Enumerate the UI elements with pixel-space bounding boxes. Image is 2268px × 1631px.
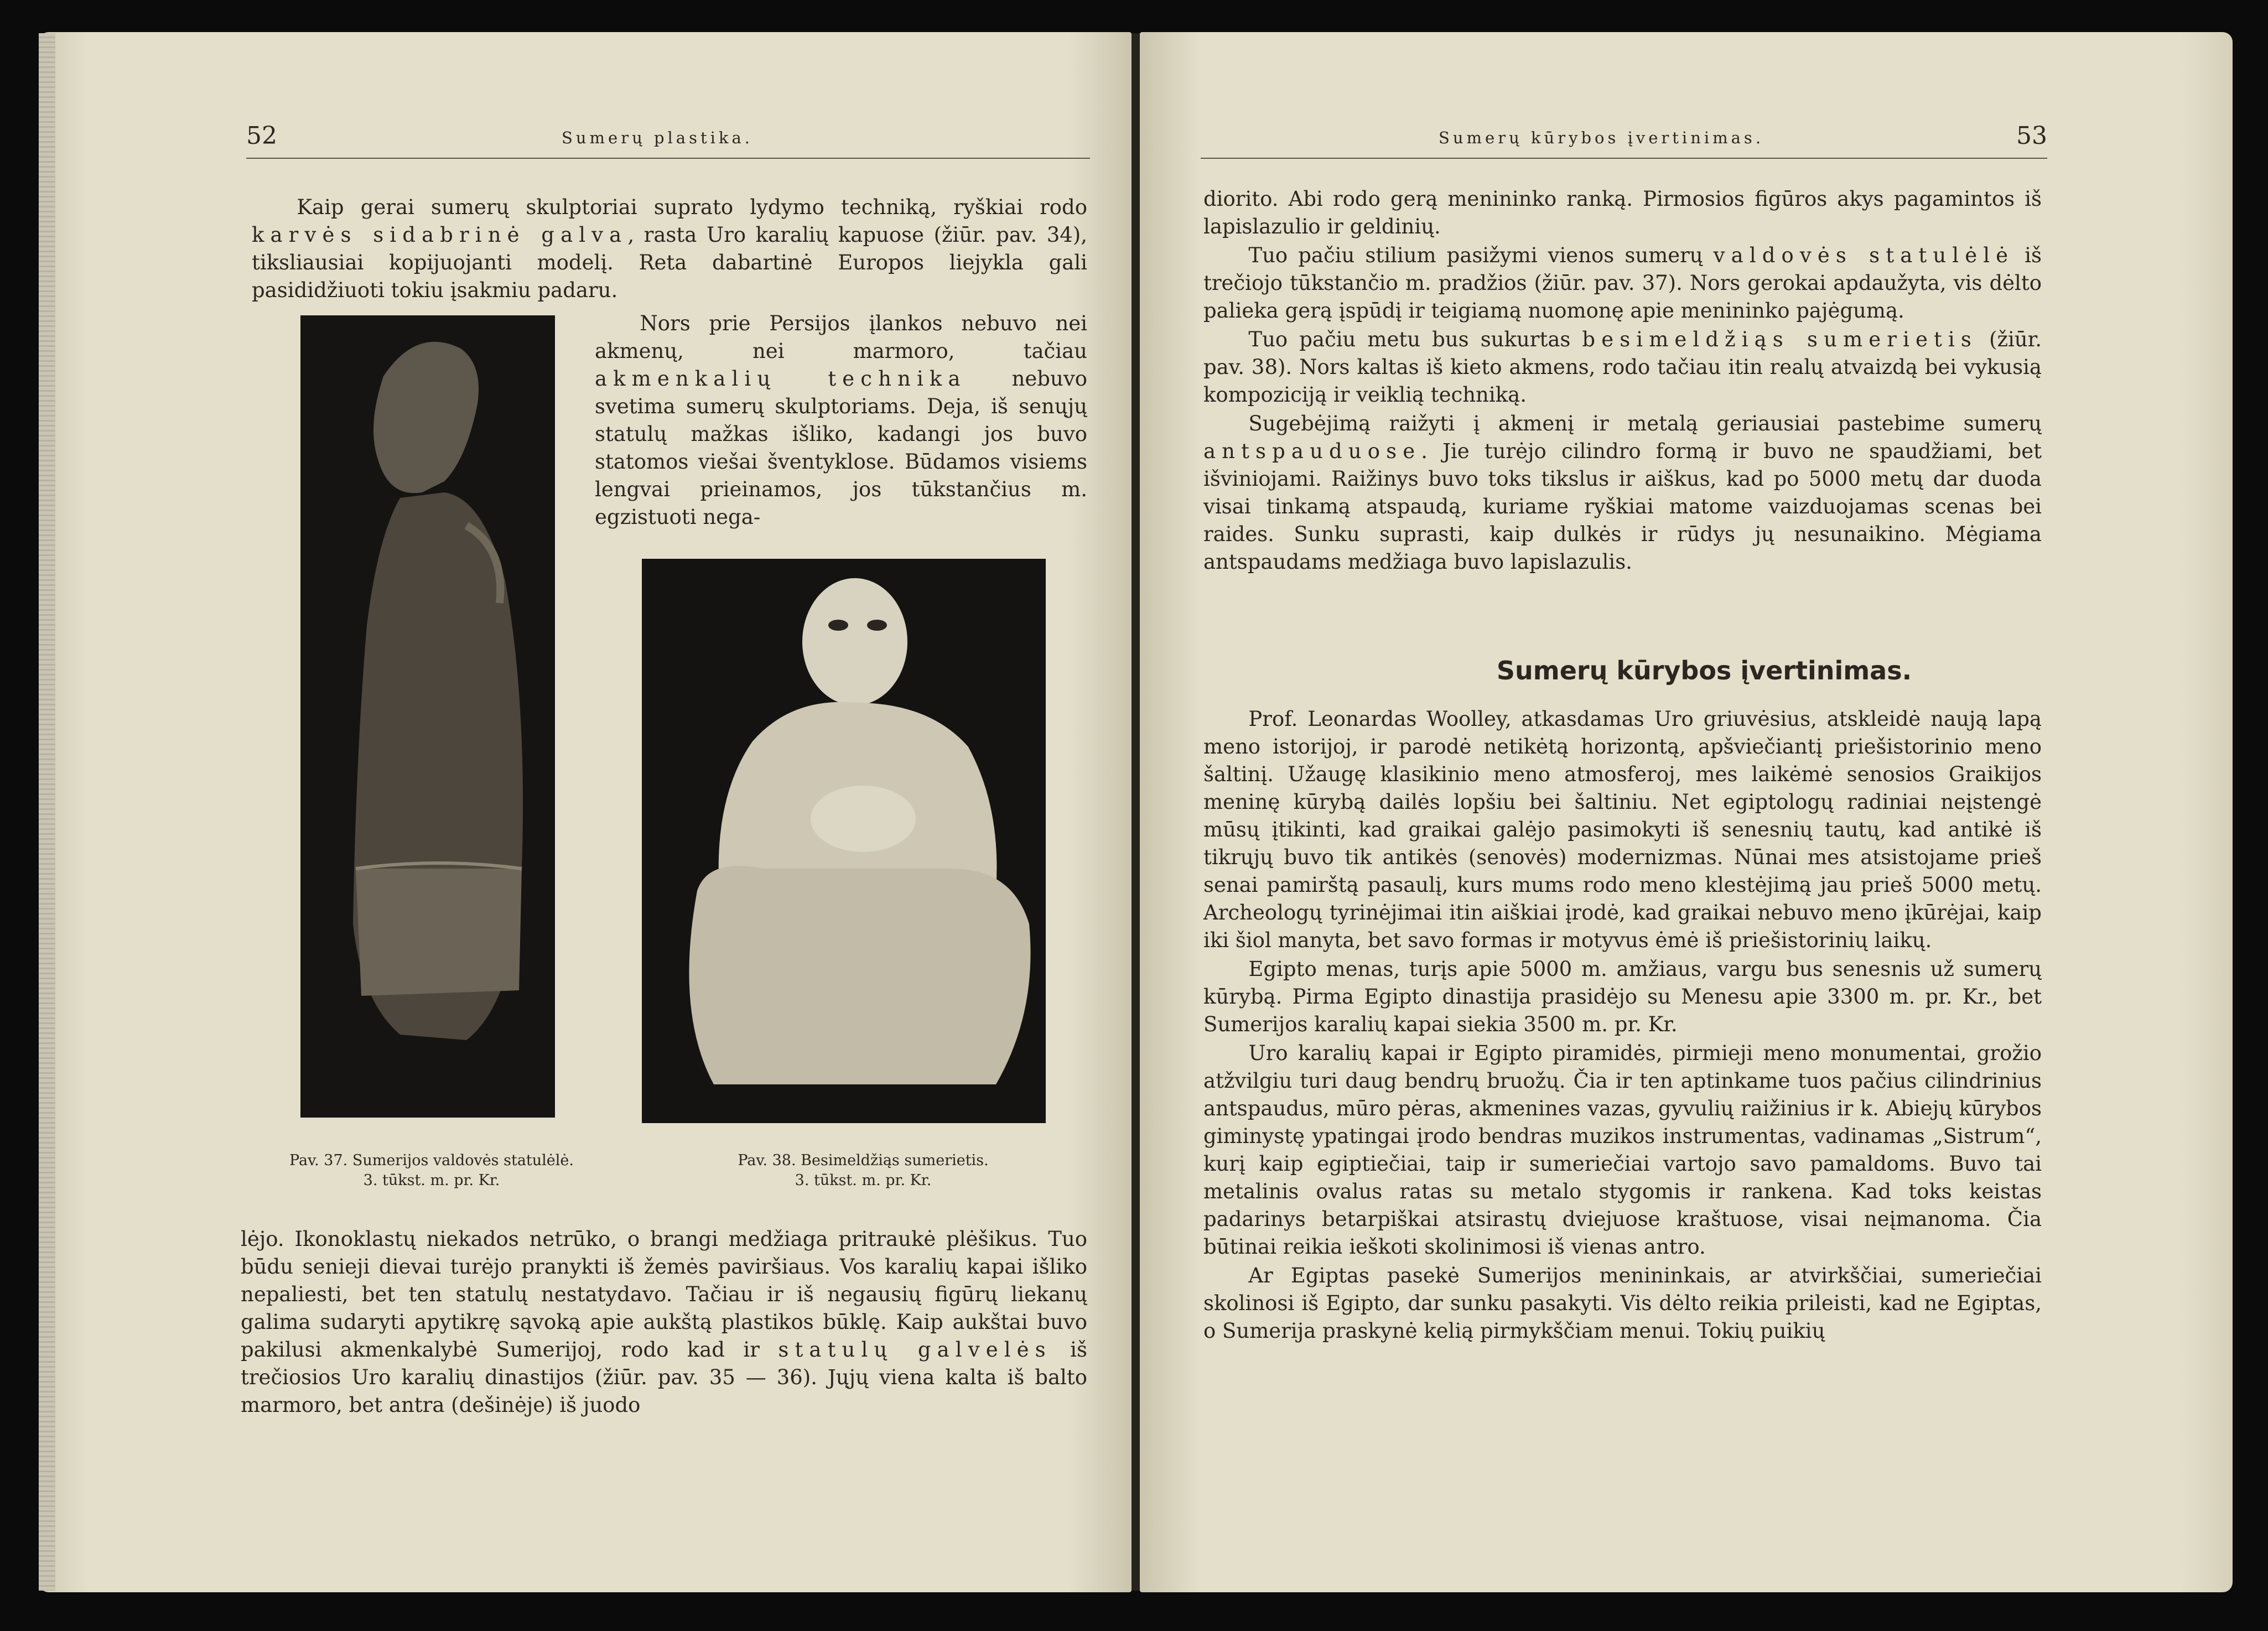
paragraph — [1203, 1040, 2042, 1261]
text-run: diorito. Abi rodo gerą menininko ranką. Pirmosios figūros akys pagamintos iš lapislazulio ir geldinių. — [1203, 187, 2042, 238]
text-run: . Jie turėjo cilindro formą ir buvo ne spaudžiami, bet išviniojami. Raižinys buvo toks tikslus ir aiškus, kad po 5000 metų dar duoda visai tinkamą atspaudą, kuriame ryškiai matome vaizduojamas scenas bei raides. Sunku suprasti, kaip dulkės ir rūdys jų nesunaikino. Mėgiama antspaudams medžiaga buvo lapislazulis. — [1203, 439, 2042, 574]
caption-line: 3. tūkst. m. pr. Kr. — [795, 1172, 932, 1189]
caption-line: Besimeldžiąs sumerietis. — [801, 1152, 989, 1169]
text-run: Kaip gerai sumerų skulptoriai suprato lydymo techniką, ryškiai rodo — [297, 195, 1087, 219]
text-run: Prof. Leonardas Woolley, atkasdamas Uro griuvėsius, atskleidė naują lapą meno istorijoj, ir parodė netikėtą horizontą, apšviečiantį priešistorinio meno šaltinį. Užaugę klasikinio meno atmosferoj, mes laikėmė senosios Graikijos meninę kūrybą dailės lopšiu bei šaltiniu. Net egiptologų radiniai neįstengė mūsų įtikinti, kad graikai galėjo pasimokyti iš senesnių tautų, kad antikė iš tikrųjų buvo tik antikės (senovės) modernizmas. Nūnai mes atsistojame prieš senai pamirštą pasaulį, kurs mums rodo meno klestėjimą jau prieš 5000 metų. Archeologų tyrinėjimai itin aiškiai įrodė, kad graikai nebuvo meno įkūrėjai, kaip iki šiol manyta, bet savo formas ir motyvus ėmė iš priešistorinių laikų. — [1203, 707, 2042, 952]
text-run: Uro karalių kapai ir Egipto piramidės, pirmieji meno monumentai, grožio atžvilgiu turi daug bendrų bruožų. Čia ir ten aptinkame tuos pačius cilindrinius antspaudus, mūro pėras, akmenines vazas, gyvulių raižinius ir k. Abiejų kūrybos giminystę ypatingai įrodo bendras muzikos instrumentas, vadinamas „Sistrum“, kurį kaip egiptiečiai, taip ir sumeriečiai vartojo savo pamaldoms. Buvo tai metalinis ovalus ratas su metalo stygomis ir rankena. Kad toks keistas padarinys betarpiškai atsirastų dviejuose kraštuose, visai neįmanoma. Čia būtinai reikia ieškoti skolinimosi iš vienas antro. — [1203, 1041, 2042, 1259]
spaced-emphasis: statulų galvelės — [778, 1338, 1052, 1362]
caption-label: Pav. 38. — [738, 1152, 796, 1169]
page-number: 53 — [2016, 122, 2047, 150]
paragraph — [1203, 410, 2042, 576]
paragraph — [1203, 242, 2042, 325]
caption-37 — [238, 1151, 625, 1191]
running-title: Sumerų plastika. — [562, 128, 753, 147]
caption-label: Pav. 37. — [289, 1152, 348, 1169]
left-para-2 — [595, 310, 1087, 531]
text-run: , rasta Uro karalių kapuose (žiūr. pav. 34), tiksliausiai kopijuojanti modelį. Reta dabartinė Europos liejykla gali pasididžiuoti tokiu įsakmiu padaru. — [252, 223, 1087, 302]
worshipper-illustration — [642, 559, 1046, 1123]
text-run: Ar Egiptas pasekė Sumerijos menininkais, ar atvirkščiai, sumeriečiai skolinosi iš Egipto, dar sunku pasakyti. Vis dėlto reikia prileisti, kad ne Egiptas, o Sumerija praskynė kelią pirmykščiam menui. Tokių puikių — [1203, 1264, 2042, 1343]
figure-37-photo — [300, 315, 555, 1118]
paragraph — [595, 310, 1087, 531]
spaced-emphasis: besimeldžiąs sumerietis — [1582, 328, 1978, 351]
text-run: Sugebėjimą raižyti į akmenį ir metalą geriausiai pastebime sumerų — [1248, 412, 2042, 435]
right-running-head — [1201, 97, 2047, 159]
left-para-1 — [252, 194, 1087, 304]
spaced-emphasis: antspauduose — [1203, 439, 1421, 463]
spaced-emphasis: akmenkalių technika — [595, 367, 967, 391]
text-run: Tuo pačiu stilium pasižymi vienos sumerų — [1248, 243, 1714, 267]
paragraph — [1203, 1262, 2042, 1345]
text-run: Nors prie Persijos įlankos nebuvo nei akmenų, nei marmoro, tačiau — [595, 311, 1087, 363]
right-column-bottom — [1203, 705, 2042, 1345]
figure-38-photo — [642, 559, 1046, 1123]
text-run: iš trečiosios Uro karalių dinastijos (žiūr. pav. 35 — 36). Jųjų viena kalta iš balto marmoro, bet antra (dešinėje) iš juodo — [241, 1338, 1087, 1417]
paragraph — [241, 1225, 1087, 1419]
spaced-emphasis: karvės sidabrinė galva — [252, 223, 628, 247]
text-run: Tuo pačiu metu bus sukurtas — [1248, 328, 1582, 351]
running-title: Sumerų kūrybos įvertinimas. — [1439, 128, 1764, 147]
text-run: Egipto menas, turįs apie 5000 m. amžiaus, vargu bus senesnis už sumerų kūrybą. Pirma Egipto dinastija prasidėjo su Menesu apie 3300 m. pr. Kr., bet Sumerijos karalių kapai siekia 3500 m. pr. Kr. — [1203, 957, 2042, 1036]
paragraph — [1203, 705, 2042, 954]
text-run: lėjo. Ikonoklastų niekados netrūko, o brangi medžiaga pritraukė plėšikus. Tuo būdu senieji dievai turėjo pranykti iš žemės paviršiaus. Vos karalių kapai išliko nepaliesti, bet ten statulų nestatydavo. Tačiau ir iš negausių figūrų liekanų galima sudaryti apytikrę sąvoką apie aukštą plastikos būklę. Kaip aukštai buvo pakilusi akmenkalybė Sumerijoj, rodo kad ir — [241, 1227, 1087, 1362]
spaced-emphasis: valdovės statulėlė — [1713, 243, 2015, 267]
caption-line: 3. tūkst. m. pr. Kr. — [363, 1172, 500, 1189]
left-para-3 — [241, 1225, 1087, 1419]
paragraph — [1203, 955, 2042, 1038]
caption-line: Sumerijos valdovės statulėlė. — [352, 1152, 574, 1169]
paragraph — [252, 194, 1087, 304]
text-run: nebuvo svetima sumerų skulptoriams. Deja, iš senųjų statulų mažkas išliko, kadangi jos buvo statomos viešai šventyklose. Būdamos visiems lengvai prieinamos, jos tūkstančius m. egzistuoti nega- — [595, 367, 1088, 529]
left-running-head — [246, 97, 1090, 159]
right-column-top — [1203, 185, 2042, 576]
text-run: (žiūr. pav. 38). Nors kaltas iš kieto akmens, rodo tačiau itin realų atvaizdą bei vykusią kompoziciją ir veiklią techniką. — [1203, 328, 2042, 407]
caption-38 — [686, 1151, 1040, 1191]
paragraph — [1203, 326, 2042, 409]
section-heading: Sumerų kūrybos įvertinimas. — [1496, 656, 1912, 685]
text-run: iš trečiojo tūkstančio m. pradžios (žiūr. pav. 37). Nors gerokai apdaužyta, vis dėlto palieka gerą įspūdį ir teigiamą nuomonę apie menininko pajėgumą. — [1203, 243, 2042, 323]
page-number: 52 — [246, 122, 277, 150]
page-edge — [39, 33, 55, 1591]
statuette-illustration — [300, 315, 555, 1118]
paragraph — [1203, 185, 2042, 241]
